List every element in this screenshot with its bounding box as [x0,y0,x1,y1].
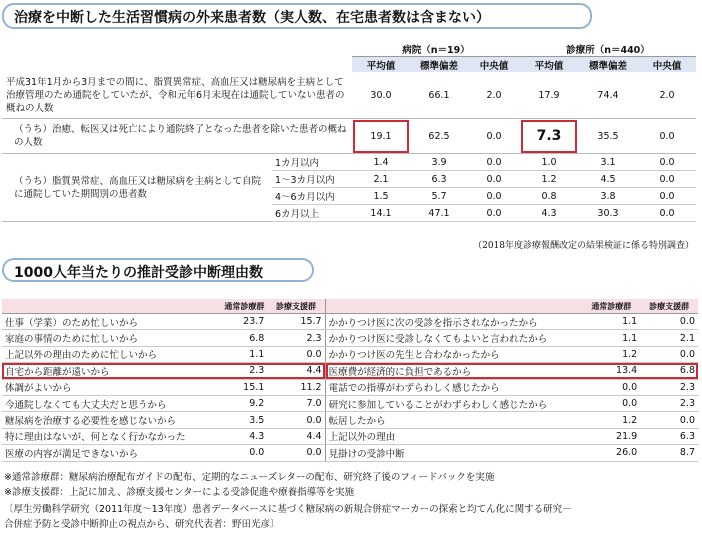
reason-left: 体調がよいから [2,379,221,395]
cell-value: 62.5 [410,119,468,154]
reason-right: かかりつけ医の先生と合わなかったから [325,346,582,362]
reason-right: かかりつけ医に受診しなくてもよいと言われたから [325,330,582,346]
outpatient-dropout-table [2,42,696,222]
normal-value: 13.4 [582,363,640,379]
support-value: 11.2 [267,379,325,395]
support-value: 0.0 [267,445,325,461]
normal-value: 15.1 [221,379,267,395]
dropout-reasons-table [2,299,698,462]
normal-value: 6.8 [221,330,267,346]
support-value: 4.4 [267,363,325,379]
clinic-median-header: 中央値 [638,57,696,73]
table-row [2,395,698,411]
cell-value: 3.1 [578,154,638,171]
period-label: 1カ月以内 [272,154,352,171]
reason-left: 上記以外の理由のために忙しいから [2,346,221,362]
cell-value: 1.5 [352,188,410,205]
source-citation: （2018年度診療報酬改定の結果検証に係る特別調査） [473,241,694,251]
reason-right: 転居したから [325,412,582,428]
table-row [2,119,696,154]
normal-value: 4.3 [221,428,267,444]
support-value: 0.0 [267,412,325,428]
row-label: （うち）治癒、転医又は死亡により通院終了となった患者を除いた患者の概ねの人数 [2,119,352,154]
support-value: 6.3 [640,428,698,444]
normal-value: 2.3 [221,363,267,379]
reason-right: 医療費が経済的に負担であるから [325,363,582,379]
table-row [2,379,698,395]
support-value: 2.3 [640,379,698,395]
reason-left: 糖尿病を治療する必要性を感じないから [2,412,221,428]
table-row [2,154,696,171]
highlighted-value: 19.1 [352,119,410,154]
normal-value: 23.7 [221,314,267,330]
support-value: 0.0 [640,412,698,428]
normal-value: 0.0 [582,379,640,395]
reason-right: 見掛けの受診中断 [325,445,582,461]
support-value: 2.1 [640,330,698,346]
normal-value: 1.2 [582,412,640,428]
citation-line-1: 〔厚生労働科学研究（2011年度～13年度）患者データベースに基づく糖尿病の新規合併症マーカーの探索と均てん化に関する研究－ [4,504,572,515]
note-support-group: ※診療支援群：上記に加え、診療支援センターによる受診促進や療養指導等を実施 [4,487,355,498]
reason-right: 電話での指導がわずらわしく感じたから [325,379,582,395]
reason-left: 仕事（学業）のため忙しいから [2,314,221,330]
cell-value: 0.0 [638,119,696,154]
reason-right: 研究に参加していることがわずらわしく感じたから [325,395,582,411]
cell-value: 3.8 [578,188,638,205]
support-value: 7.0 [267,395,325,411]
support-value: 2.3 [267,330,325,346]
cell-value: 14.1 [352,205,410,222]
table-row [2,314,698,330]
normal-group-header: 通常診療群 [221,299,267,314]
reason-left: 家庭の事情のために忙しいから [2,330,221,346]
cell-value: 66.1 [410,72,468,119]
reason-right: かかりつけ医に次の受診を指示されなかったから [325,314,582,330]
hospital-median-header: 中央値 [468,57,520,73]
table-row [2,72,696,119]
cell-value: 3.9 [410,154,468,171]
cell-value: 0.0 [468,119,520,154]
hospital-mean-header: 平均値 [352,57,410,73]
table-row [2,346,698,362]
support-group-header: 診療支援群 [267,299,325,314]
cell-value: 1.4 [352,154,410,171]
cell-value: 74.4 [578,72,638,119]
header-row [2,299,698,314]
support-value: 0.0 [640,314,698,330]
support-value: 4.4 [267,428,325,444]
reason-left: 医療の内容が満足できないから [2,445,221,461]
reason-left: 今通院しなくても大丈夫だと思うから [2,395,221,411]
cell-value: 0.8 [520,188,578,205]
reason-right: 上記以外の理由 [325,428,582,444]
cell-value: 4.3 [520,205,578,222]
table-row [2,428,698,444]
cell-value: 0.0 [638,154,696,171]
section1-title: 治療を中断した生活習慣病の外来患者数（実人数、在宅患者数は含まない） [2,3,592,29]
cell-value: 0.0 [638,205,696,222]
column-header-row [2,57,696,73]
cell-value: 0.0 [638,171,696,188]
cell-value: 2.0 [468,72,520,119]
cell-value: 35.5 [578,119,638,154]
cell-value: 0.0 [468,205,520,222]
period-label: 4～6カ月以内 [272,188,352,205]
support-group-header: 診療支援群 [640,299,698,314]
normal-value: 1.1 [221,346,267,362]
cell-value: 0.0 [638,188,696,205]
group-header-row [2,42,696,57]
clinic-mean-header: 平均値 [520,57,578,73]
support-value: 0.0 [267,346,325,362]
highlighted-value: 7.3 [520,119,578,154]
normal-group-header: 通常診療群 [582,299,640,314]
cell-value: 4.5 [578,171,638,188]
support-value: 2.3 [640,395,698,411]
normal-value: 26.0 [582,445,640,461]
reason-left: 特に理由はないが、何となく行かなかった [2,428,221,444]
table-row [2,330,698,346]
table-row [2,445,698,461]
normal-value: 9.2 [221,395,267,411]
row-label: 平成31年1月から3月までの間に、脂質異常症、高血圧又は糖尿病を主病として治療管理のため通院をしていたが、令和元年6月末現在は通院していない患者の概ねの人数 [2,72,352,119]
normal-value: 3.5 [221,412,267,428]
cell-value: 30.3 [578,205,638,222]
cell-value: 0.0 [468,188,520,205]
hospital-sd-header: 標準偏差 [410,57,468,73]
citation-line-2: 合併症予防と受診中断抑止の視点から、研究代表者：野田光彦〕 [4,519,280,530]
cell-value: 17.9 [520,72,578,119]
support-value: 0.0 [640,346,698,362]
clinic-sd-header: 標準偏差 [578,57,638,73]
normal-value: 1.1 [582,314,640,330]
normal-value: 21.9 [582,428,640,444]
cell-value: 30.0 [352,72,410,119]
note-normal-group: ※通常診療群：糖尿病治療配布ガイドの配布、定期的なニューズレターの配布、研究終了後のフィードバックを実施 [4,472,495,483]
table-row [2,363,698,379]
cell-value: 2.1 [352,171,410,188]
clinic-group-header: 診療所（n＝440） [520,42,696,57]
support-value: 6.8 [640,363,698,379]
section2-title: 1000人年当たりの推計受診中断理由数 [2,258,314,282]
normal-value: 1.1 [582,330,640,346]
cell-value: 1.2 [520,171,578,188]
support-value: 15.7 [267,314,325,330]
period-label: 1～3カ月以内 [272,171,352,188]
cell-value: 2.0 [638,72,696,119]
hospital-group-header: 病院（n＝19） [352,42,520,57]
table-row [2,412,698,428]
cell-value: 6.3 [410,171,468,188]
period-label: 6カ月以上 [272,205,352,222]
support-value: 8.7 [640,445,698,461]
cell-value: 0.0 [468,171,520,188]
normal-value: 0.0 [582,395,640,411]
reason-left: 自宅から距離が遠いから [2,363,221,379]
row-label: （うち）脂質異常症、高血圧又は糖尿病を主病として自院に通院していた期間別の患者数 [2,154,272,222]
cell-value: 1.0 [520,154,578,171]
cell-value: 5.7 [410,188,468,205]
normal-value: 1.2 [582,346,640,362]
cell-value: 0.0 [468,154,520,171]
cell-value: 47.1 [410,205,468,222]
normal-value: 0.0 [221,445,267,461]
